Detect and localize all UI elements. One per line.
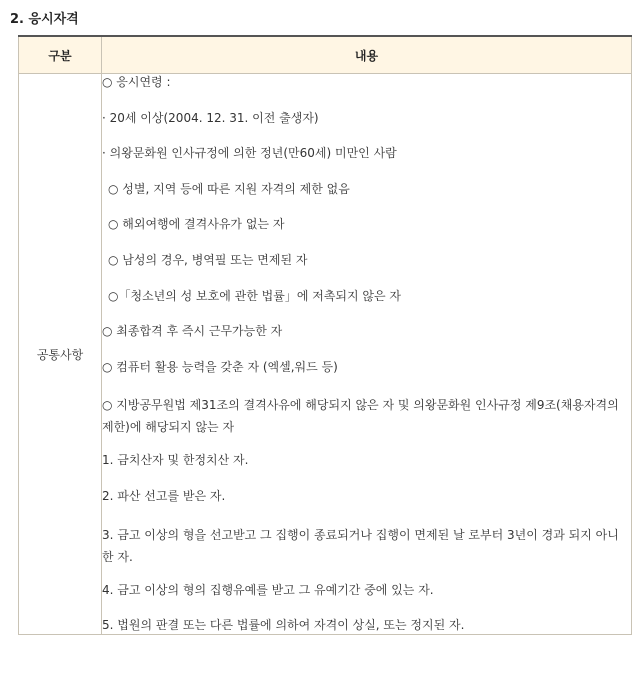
table-row <box>19 74 632 635</box>
content-line: 2. 파산 선고를 받은 자. <box>102 488 226 503</box>
qualification-table <box>18 35 632 635</box>
header-content: 내용 <box>102 36 632 74</box>
content-line: ○ 해외여행에 결격사유가 없는 자 <box>108 217 285 232</box>
content-line: ○ 최종합격 후 즉시 근무가능한 자 <box>102 324 283 339</box>
content-line: 1. 금치산자 및 한정치산 자. <box>102 453 249 468</box>
content-line: ○ 남성의 경우, 병역필 또는 면제된 자 <box>108 252 308 267</box>
content-line: 3. 금고 이상의 형을 선고받고 그 집행이 종료되거나 집행이 면제된 날 로부터 3년이 경과 되지 아니한 자. <box>102 527 619 564</box>
content-line: ○ 응시연령 : <box>102 75 171 89</box>
header-row <box>19 36 632 74</box>
content-line: 4. 금고 이상의 형의 집행유예를 받고 그 유예기간 중에 있는 자. <box>102 582 434 597</box>
content-line: ○ 컴퓨터 활용 능력을 갖춘 자 (엑셀,워드 등) <box>102 359 338 374</box>
content-line: ○ 성별, 지역 등에 따른 지원 자격의 제한 없음 <box>108 181 350 196</box>
content-cell <box>102 74 632 635</box>
content-line: ○ 지방공무원법 제31조의 결격사유에 해당되지 않은 자 및 의왕문화원 인사규정 제9조(채용자격의 제한)에 해당되지 않는 자 <box>102 398 619 435</box>
content-line: · 20세 이상(2004. 12. 31. 이전 출생자) <box>102 110 319 125</box>
section-title: 2. 응시자격 <box>10 12 79 27</box>
category-cell: 공통사항 <box>19 74 102 635</box>
content-line: 5. 법원의 판결 또는 다른 법률에 의하여 자격이 상실, 또는 정지된 자. <box>102 618 465 633</box>
content-line: ○「청소년의 성 보호에 관한 법률」에 저촉되지 않은 자 <box>108 288 402 303</box>
content-line: · 의왕문화원 인사규정에 의한 정년(만60세) 미만인 사람 <box>102 146 397 161</box>
header-category: 구분 <box>19 36 102 74</box>
